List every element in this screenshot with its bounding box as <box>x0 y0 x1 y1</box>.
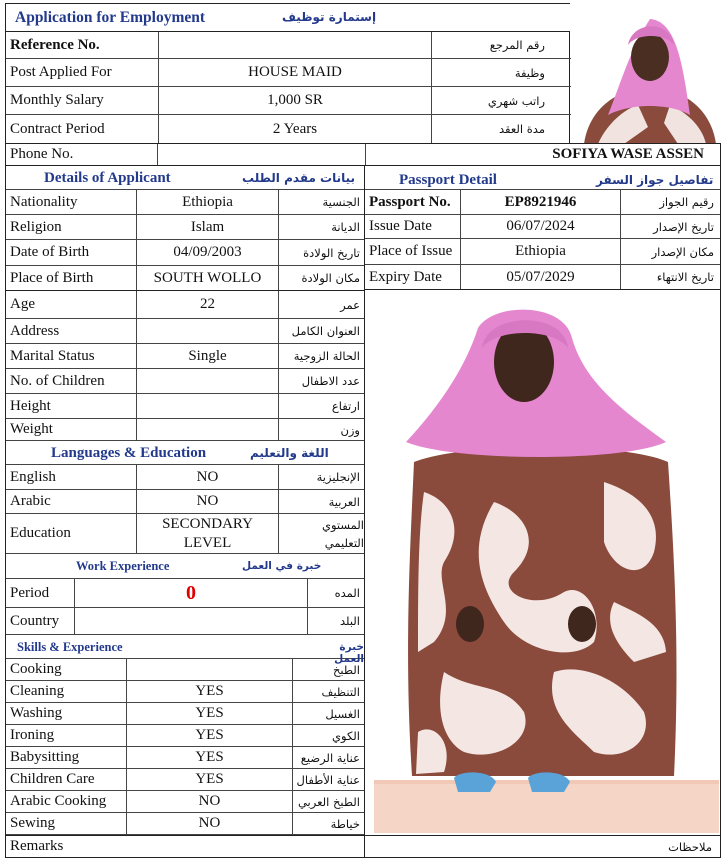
english-label: English <box>10 468 56 485</box>
languages-heading <box>6 441 364 465</box>
expiry-ar: تاريخ الانتهاء <box>620 265 720 289</box>
dob-label: Date of Birth <box>10 244 90 260</box>
issue-date-ar: تاريخ الإصدار <box>620 215 720 238</box>
languages-heading-en: Languages & Education <box>51 445 207 461</box>
remarks-row <box>5 835 721 858</box>
details-row <box>6 215 364 240</box>
passport-row <box>365 215 720 239</box>
sewing-value: NO <box>126 813 292 834</box>
top-row <box>6 115 571 143</box>
issue-date-value: 06/07/2024 <box>460 215 620 238</box>
skill-row <box>6 747 364 769</box>
children-label: No. of Children <box>10 372 105 389</box>
education-value-line2: LEVEL <box>183 534 232 551</box>
country-ar: البلد <box>307 608 364 634</box>
skill-row <box>6 791 364 813</box>
dob-ar: تاريخ الولادة <box>278 240 364 265</box>
details-row <box>6 266 364 291</box>
religion-label: Religion <box>10 218 62 235</box>
skill-row <box>6 659 364 681</box>
details-row <box>6 419 364 441</box>
address-value <box>136 319 278 343</box>
english-ar: الإنجليزية <box>278 465 364 489</box>
passport-row <box>365 190 720 215</box>
salary-ar: راتب شهري <box>431 87 571 114</box>
passport-heading-ar: تفاصيل جواز السفر <box>596 173 714 187</box>
weight-label: Weight <box>10 421 53 437</box>
height-value <box>136 394 278 418</box>
babysitting-ar: عناية الرضيع <box>292 747 364 768</box>
arabic-label: Arabic <box>10 493 51 509</box>
reference-ar: رقم المرجع <box>431 32 571 58</box>
top-info-block <box>5 32 570 143</box>
religion-value: Islam <box>136 215 278 239</box>
language-row <box>6 490 364 514</box>
top-row <box>6 87 571 115</box>
expiry-label: Expiry Date <box>369 268 442 285</box>
applicant-photo-full <box>374 292 719 833</box>
place-issue-ar: مكان الإصدار <box>620 239 720 264</box>
education-label: Education <box>10 525 71 541</box>
place-issue-value: Ethiopia <box>460 239 620 264</box>
reference-label: Reference No. <box>10 36 100 53</box>
washing-value: YES <box>126 703 292 724</box>
skills-heading <box>6 635 364 665</box>
cleaning-value: YES <box>126 681 292 702</box>
education-ar-line1: المستوي <box>321 517 364 532</box>
details-heading-ar: بيانات مقدم الطلب <box>242 171 356 185</box>
age-ar: عمر <box>278 291 364 318</box>
english-value: NO <box>136 465 278 489</box>
place-issue-label: Place of Issue <box>369 243 453 259</box>
details-row <box>6 394 364 419</box>
arabic-cooking-label: Arabic Cooking <box>10 793 107 809</box>
cooking-ar: الطبخ <box>292 659 364 680</box>
arabic-cooking-value: NO <box>126 791 292 812</box>
dob-value: 04/09/2003 <box>136 240 278 265</box>
passport-heading-en: Passport Detail <box>399 172 497 188</box>
passport-no-label: Passport No. <box>369 193 451 210</box>
ironing-ar: الكوي <box>292 725 364 746</box>
cooking-label: Cooking <box>10 661 62 677</box>
education-ar <box>278 514 364 553</box>
details-row <box>6 369 364 394</box>
reference-value <box>158 32 431 58</box>
skill-row <box>6 725 364 747</box>
applicant-portrait-small <box>578 3 721 144</box>
pob-ar: مكان الولادة <box>278 266 364 290</box>
passport-no-value: EP8921946 <box>460 190 620 214</box>
skill-row <box>6 703 364 725</box>
washing-label: Washing <box>10 705 63 721</box>
passport-row <box>365 265 720 290</box>
details-heading <box>6 166 364 190</box>
pob-label: Place of Birth <box>10 269 94 286</box>
issue-date-label: Issue Date <box>369 218 432 234</box>
language-row <box>6 465 364 490</box>
phone-row <box>5 143 721 166</box>
children-care-ar: عناية الأطفال <box>292 769 364 790</box>
address-label: Address <box>10 322 60 339</box>
washing-ar: الغسيل <box>292 703 364 724</box>
address-ar: العنوان الكامل <box>278 319 364 343</box>
passport-block <box>365 166 721 290</box>
period-value: 0 <box>74 579 307 607</box>
work-row <box>6 608 364 635</box>
country-label: Country <box>10 612 60 629</box>
skills-heading-ar: خبرة العمل <box>334 641 364 665</box>
form-header <box>5 3 570 32</box>
nationality-label: Nationality <box>10 193 78 210</box>
contract-label: Contract Period <box>10 120 105 137</box>
work-heading-en: Work Experience <box>76 559 170 573</box>
education-value <box>136 514 278 553</box>
details-row <box>6 344 364 369</box>
details-heading-en: Details of Applicant <box>44 170 171 186</box>
work-heading <box>6 554 364 579</box>
salary-value: 1,000 SR <box>158 87 431 114</box>
children-care-label: Children Care <box>10 771 95 787</box>
period-label: Period <box>10 584 50 601</box>
work-row <box>6 579 364 608</box>
skill-row <box>6 769 364 791</box>
marital-label: Marital Status <box>10 347 95 364</box>
details-row <box>6 319 364 344</box>
education-ar-line2: التعليمي <box>324 535 364 550</box>
phone-value <box>157 144 366 165</box>
top-row <box>6 32 571 59</box>
skills-heading-en: Skills & Experience <box>17 640 123 654</box>
cooking-value <box>126 659 292 680</box>
education-value-line1: SECONDARY <box>162 515 253 532</box>
applicant-name: SOFIYA WASE ASSEN <box>552 146 704 162</box>
height-ar: ارتفاع <box>278 394 364 418</box>
country-value <box>74 608 307 634</box>
expiry-value: 05/07/2029 <box>460 265 620 289</box>
post-value: HOUSE MAID <box>158 59 431 86</box>
weight-ar: وزن <box>278 419 364 440</box>
work-heading-ar: خبرة في العمل <box>242 560 322 572</box>
passport-row <box>365 239 720 265</box>
pob-value: SOUTH WOLLO <box>136 266 278 290</box>
arabic-cooking-ar: الطبخ العربي <box>292 791 364 812</box>
sewing-ar: خياطة <box>292 813 364 834</box>
nationality-ar: الجنسية <box>278 190 364 214</box>
remarks-ar: ملاحظات <box>668 839 712 854</box>
marital-ar: الحالة الزوجية <box>278 344 364 368</box>
contract-ar: مدة العقد <box>431 115 571 143</box>
post-label: Post Applied For <box>10 64 112 80</box>
contract-value: 2 Years <box>158 115 431 143</box>
babysitting-label: Babysitting <box>10 749 80 765</box>
skill-row <box>6 813 364 835</box>
details-row <box>6 190 364 215</box>
details-row <box>6 240 364 266</box>
form-title-ar: إستمارة توظيف <box>282 10 377 24</box>
weight-value <box>136 419 278 440</box>
height-label: Height <box>10 397 51 414</box>
age-value: 22 <box>136 291 278 318</box>
children-care-value: YES <box>126 769 292 790</box>
babysitting-value: YES <box>126 747 292 768</box>
phone-label: Phone No. <box>10 146 74 162</box>
full-photo-image <box>374 292 719 833</box>
form-title-en: Application for Employment <box>15 9 206 26</box>
passport-no-ar: رقيم الجواز <box>620 190 720 214</box>
education-row <box>6 514 364 554</box>
ironing-label: Ironing <box>10 727 55 743</box>
ironing-value: YES <box>126 725 292 746</box>
details-row <box>6 291 364 319</box>
portrait-small-image <box>578 3 721 144</box>
post-ar: وظيفة <box>431 59 571 86</box>
marital-value: Single <box>136 344 278 368</box>
salary-label: Monthly Salary <box>10 92 104 108</box>
period-ar: المده <box>307 579 364 607</box>
age-label: Age <box>10 296 35 312</box>
left-column <box>5 166 365 858</box>
skill-row <box>6 681 364 703</box>
remarks-label: Remarks <box>10 838 64 854</box>
children-value <box>136 369 278 393</box>
children-ar: عدد الاطفال <box>278 369 364 393</box>
sewing-label: Sewing <box>10 815 55 831</box>
languages-heading-ar: اللغة والتعليم <box>250 446 329 460</box>
arabic-ar: العربية <box>278 490 364 513</box>
religion-ar: الديانة <box>278 215 364 239</box>
arabic-value: NO <box>136 490 278 513</box>
nationality-value: Ethiopia <box>136 190 278 214</box>
top-row <box>6 59 571 87</box>
cleaning-ar: التنظيف <box>292 681 364 702</box>
cleaning-label: Cleaning <box>10 683 65 699</box>
passport-heading <box>365 166 720 190</box>
